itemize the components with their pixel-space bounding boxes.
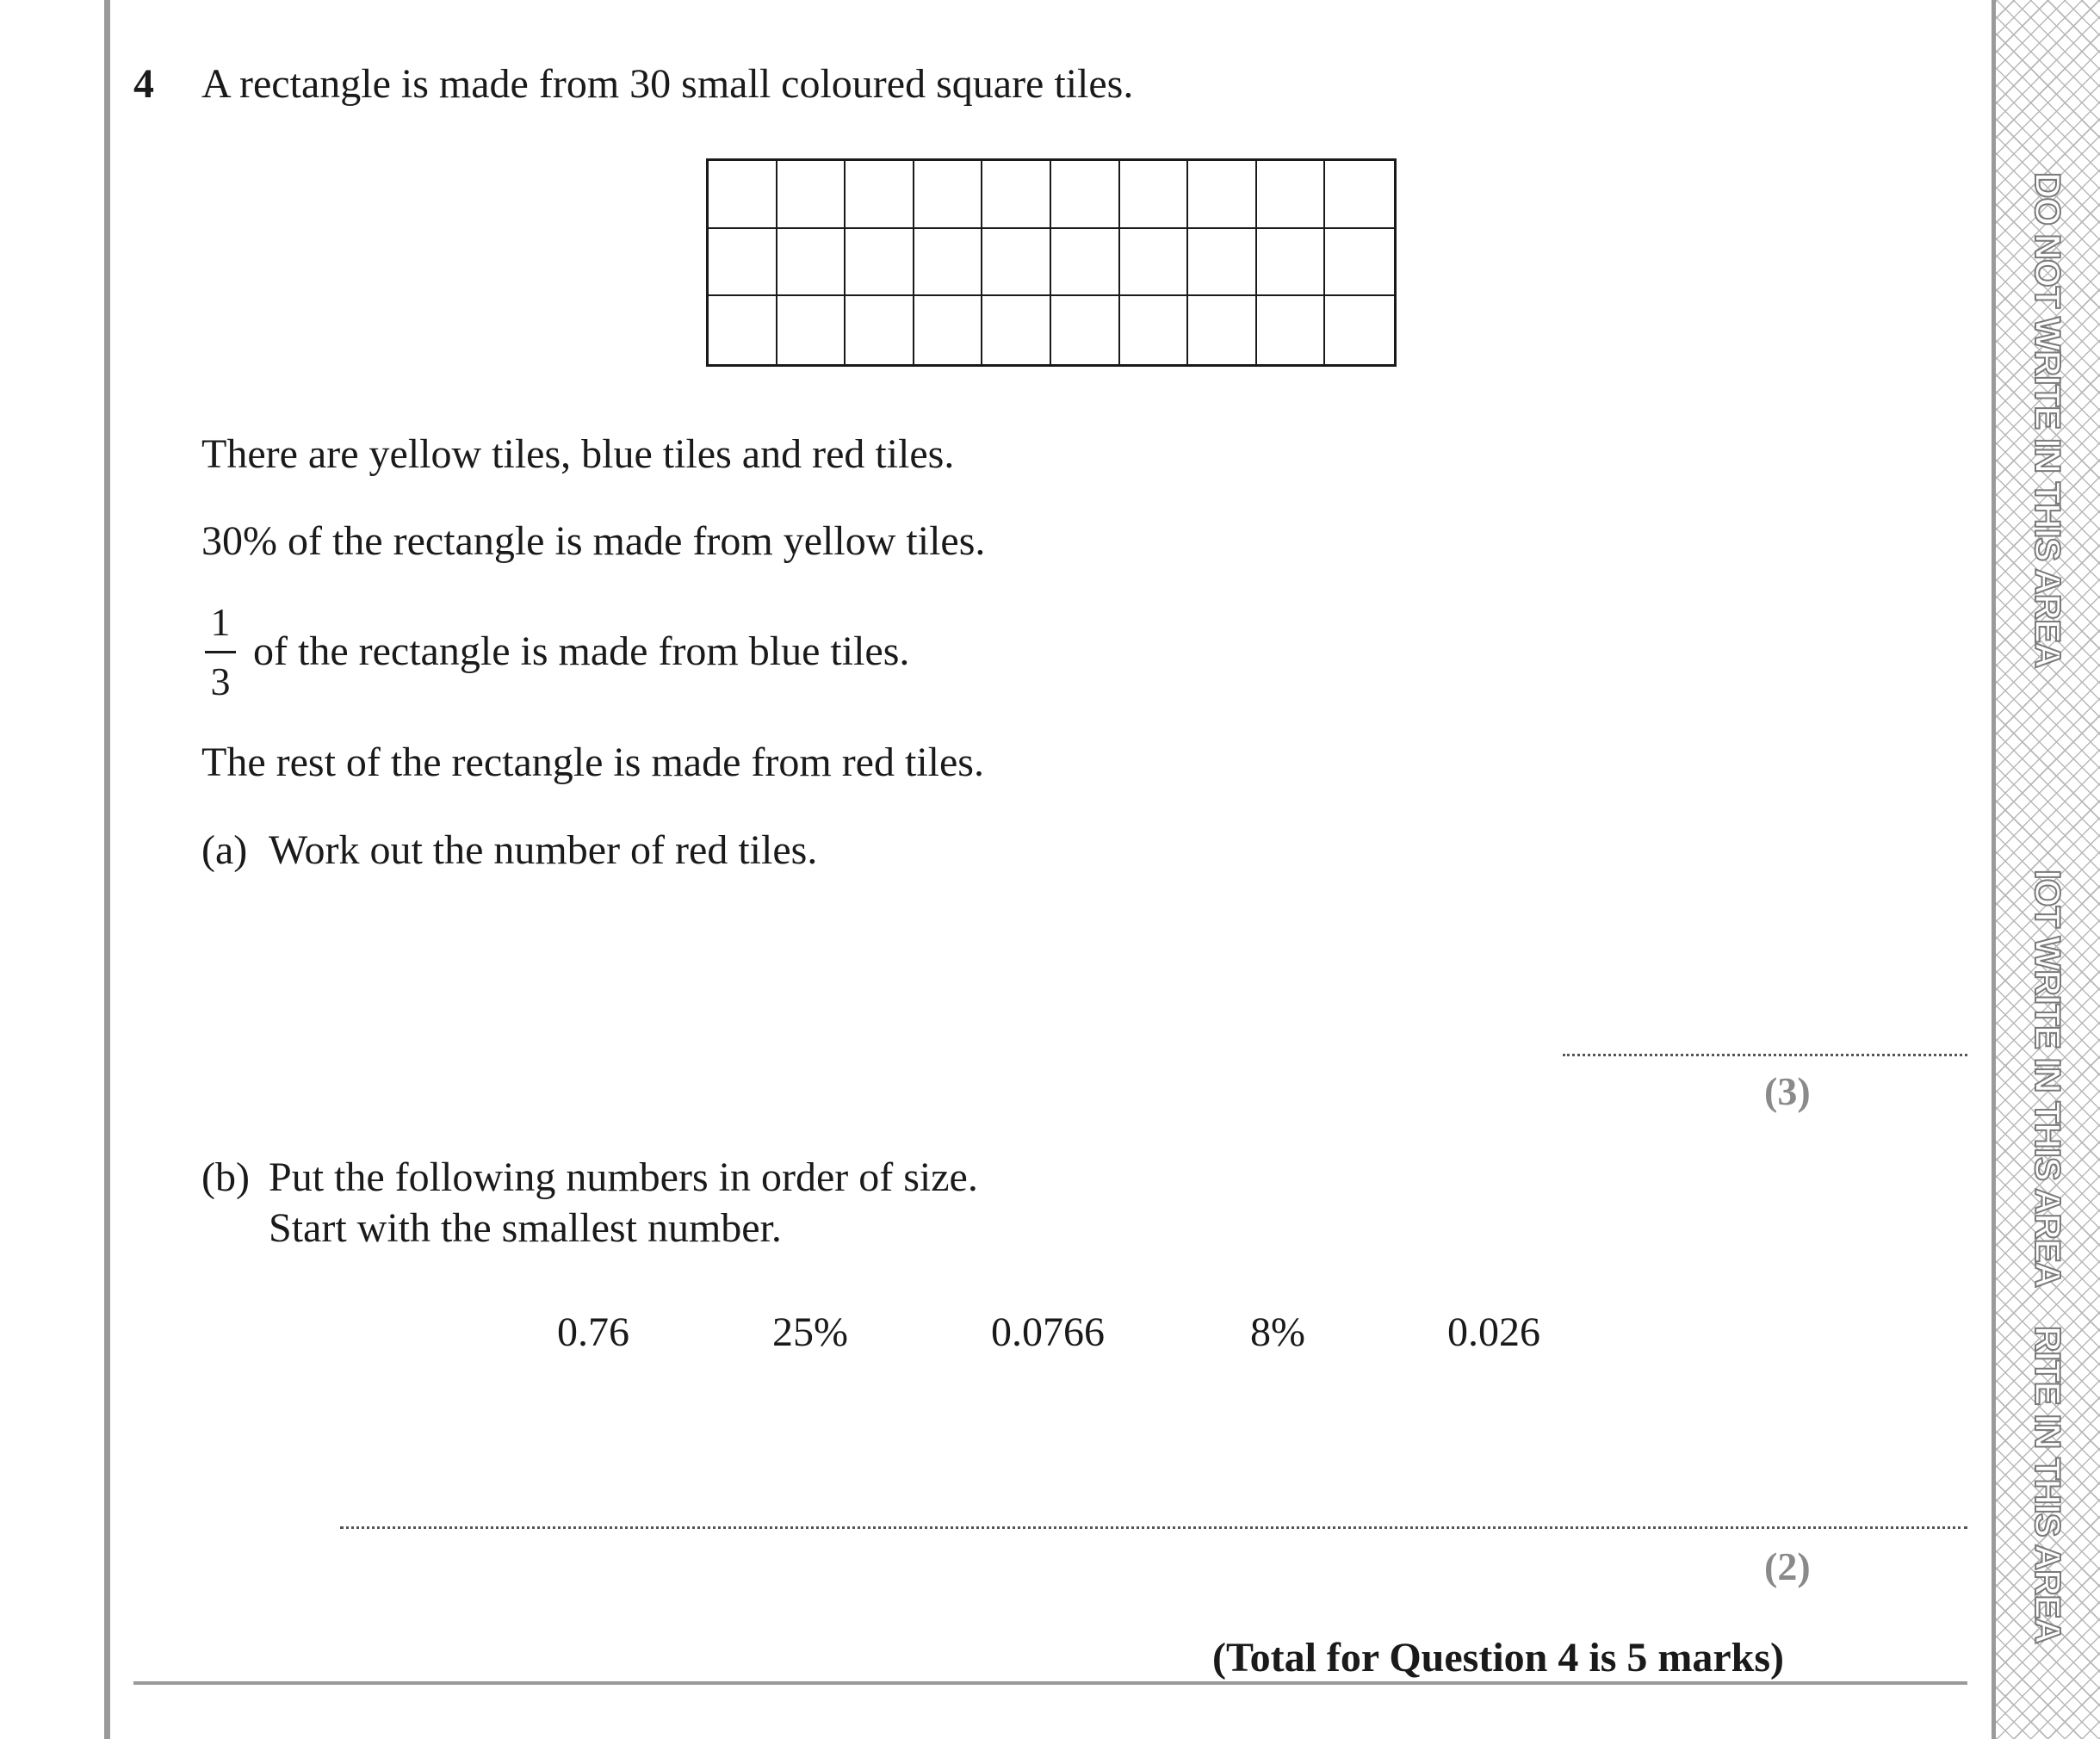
square-tile	[846, 296, 914, 364]
square-tile	[1188, 229, 1257, 297]
square-tile	[1120, 296, 1189, 364]
square-tile	[1051, 296, 1120, 364]
number-item: 0.026	[1447, 1309, 1540, 1355]
margin-warning-3: RITE IN THIS AREA	[2028, 1326, 2068, 1643]
square-tile	[1325, 229, 1394, 297]
square-tile	[1325, 161, 1394, 229]
fraction-bar	[205, 651, 236, 653]
square-tile	[777, 161, 846, 229]
square-tile	[709, 161, 777, 229]
tile-rectangle	[706, 158, 1397, 367]
square-tile	[709, 229, 777, 297]
square-tile	[1120, 161, 1189, 229]
part-b-text-line1: Put the following numbers in order of size.	[269, 1154, 978, 1200]
square-tile	[777, 296, 846, 364]
square-tile	[1051, 229, 1120, 297]
fraction-denominator: 3	[210, 659, 231, 703]
part-b-text-line2: Start with the smallest number.	[269, 1205, 782, 1251]
square-tile	[709, 296, 777, 364]
square-tile	[1188, 161, 1257, 229]
question-total: (Total for Question 4 is 5 marks)	[1212, 1635, 1785, 1680]
colours-sentence: There are yellow tiles, blue tiles and red tiles.	[201, 431, 955, 477]
margin-warning-2: IOT WRITE IN THIS AREA	[2028, 870, 2068, 1288]
question-intro: A rectangle is made from 30 small coloured square tiles.	[201, 61, 1134, 107]
square-tile	[914, 229, 983, 297]
part-a-text: Work out the number of red tiles.	[269, 827, 818, 873]
question-number: 4	[133, 61, 154, 107]
fraction-numerator: 1	[210, 600, 231, 644]
part-b-marks: (2)	[1764, 1544, 1811, 1588]
square-tile	[777, 229, 846, 297]
square-tile	[846, 229, 914, 297]
square-tile	[982, 229, 1051, 297]
number-item: 0.76	[557, 1309, 629, 1355]
square-tile	[982, 296, 1051, 364]
blue-sentence: of the rectangle is made from blue tiles.	[253, 628, 910, 674]
part-a-marks: (3)	[1764, 1069, 1811, 1113]
square-tile	[1120, 229, 1189, 297]
square-tile	[1325, 296, 1394, 364]
square-tile	[914, 296, 983, 364]
part-a-answer-line[interactable]	[1563, 1054, 1967, 1056]
square-tile	[914, 161, 983, 229]
bottom-rule	[133, 1681, 1967, 1685]
number-item: 0.0766	[991, 1309, 1105, 1355]
left-page-border	[104, 0, 110, 1739]
part-b-label: (b)	[201, 1154, 250, 1200]
blue-fraction	[203, 600, 238, 703]
rest-sentence: The rest of the rectangle is made from red tiles.	[201, 740, 984, 785]
square-tile	[982, 161, 1051, 229]
margin-warning-1: DO NOT WRITE IN THIS AREA	[2028, 172, 2068, 668]
square-tile	[1257, 296, 1326, 364]
square-tile	[1257, 229, 1326, 297]
number-item: 8%	[1250, 1309, 1305, 1355]
part-a-label: (a)	[201, 827, 248, 873]
square-tile	[1188, 296, 1257, 364]
number-item: 25%	[772, 1309, 848, 1355]
part-b-answer-line[interactable]	[340, 1526, 1967, 1529]
square-tile	[1051, 161, 1120, 229]
yellow-sentence: 30% of the rectangle is made from yellow tiles.	[201, 518, 986, 564]
square-tile	[1257, 161, 1326, 229]
square-tile	[846, 161, 914, 229]
